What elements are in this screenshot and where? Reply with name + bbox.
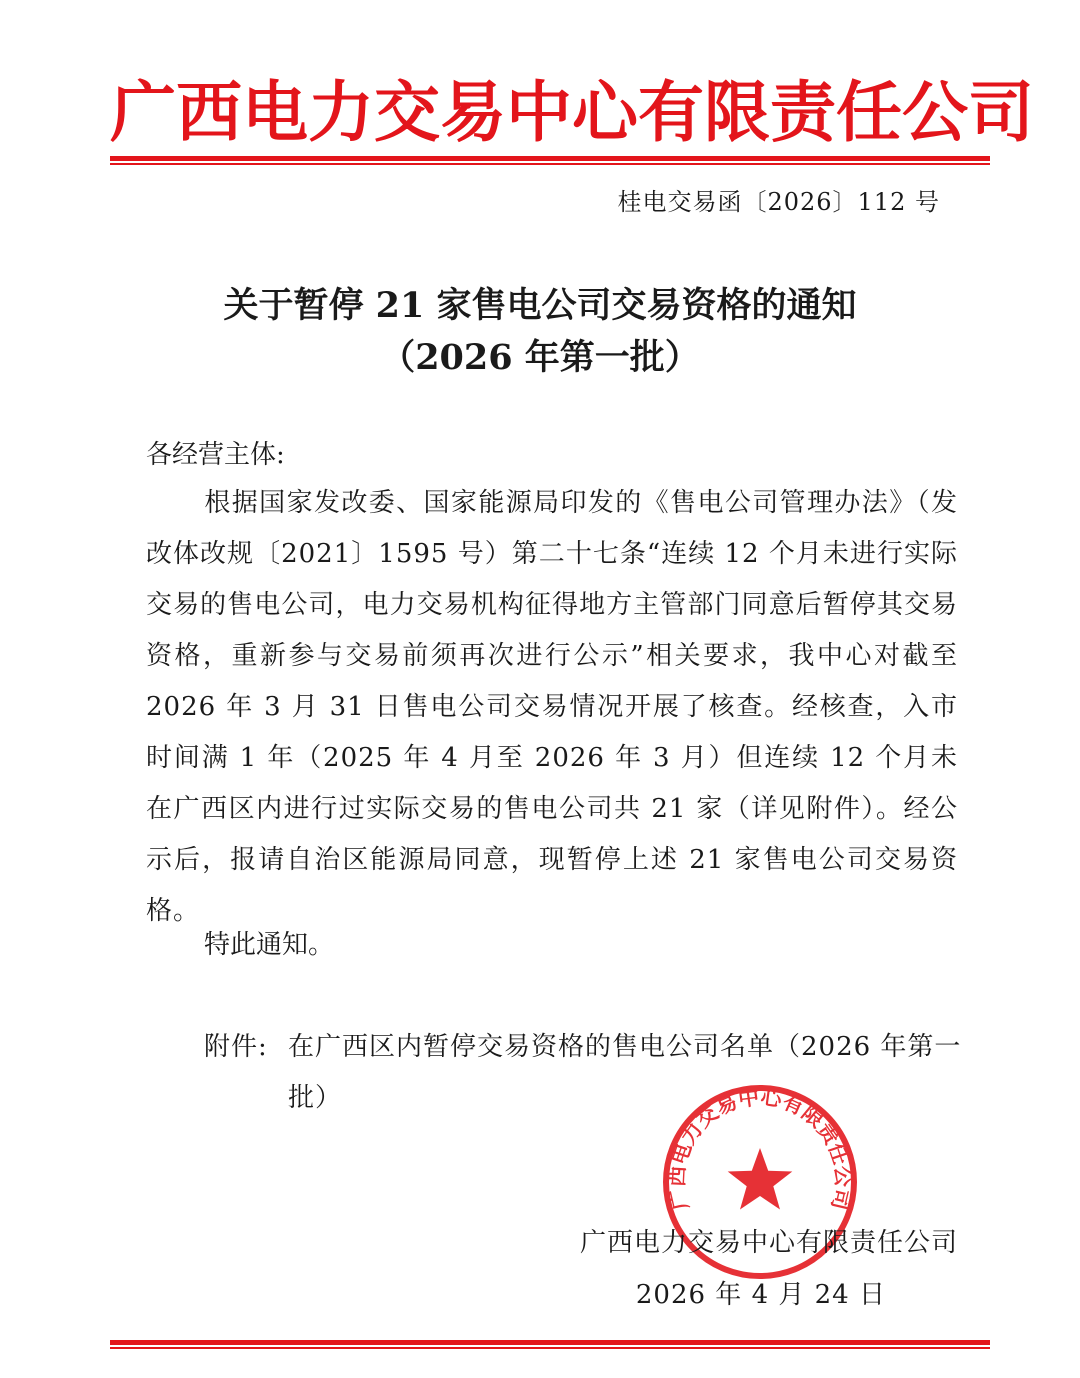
notice-subtitle: （2026 年第一批） <box>380 337 700 378</box>
salutation: 各经营主体: <box>146 440 285 470</box>
seal-text-path: 广西电力交易中心有限责任公司 <box>663 1083 857 1213</box>
closing-text: 特此通知。 <box>204 930 335 960</box>
attachment-label: 附件: <box>204 1032 268 1062</box>
body-paragraph <box>146 478 958 937</box>
letterhead-rule-thick <box>110 156 990 161</box>
footer-rule-thin <box>110 1347 990 1349</box>
letterhead-rule-thin <box>110 163 990 165</box>
signature-organization: 广西电力交易中心有限责任公司 <box>579 1228 958 1258</box>
notice-title: 关于暂停 21 家售电公司交易资格的通知 <box>223 285 857 326</box>
star-icon <box>728 1148 793 1210</box>
attachment-link[interactable]: 在广西区内暂停交易资格的售电公司名单（2026 年第一批） <box>288 1032 962 1113</box>
footer-rule-thick <box>110 1340 990 1345</box>
signature-date: 2026 年 4 月 24 日 <box>635 1280 886 1310</box>
body-paragraph-text: 根据国家发改委、国家能源局印发的《售电公司管理办法》（发改体改规〔2021〕1595 号）第二十七条“连续 12 个月未进行实际交易的售电公司，电力交易机构征得地方主管部门同意后暂停其交易资格，重新参与交易前须再次进行公示”相关要求，我中心对截至 2026 年 3 月 31 日售电公司交易情况开展了核查。经核查，入市时间满 1 年（2025 年 4 月至 2026 年 3 月）但连续 12 个月未在广西区内进行过实际交易的售电公司共 21 家（详见附件）。经公示后，报请自治区能源局同意，现暂停上述 21 家售电公司交易资格。 <box>146 488 958 926</box>
letterhead-title: 广西电力交易中心有限责任公司 <box>110 73 1034 151</box>
document-number: 桂电交易函〔2026〕112 号 <box>617 188 940 216</box>
